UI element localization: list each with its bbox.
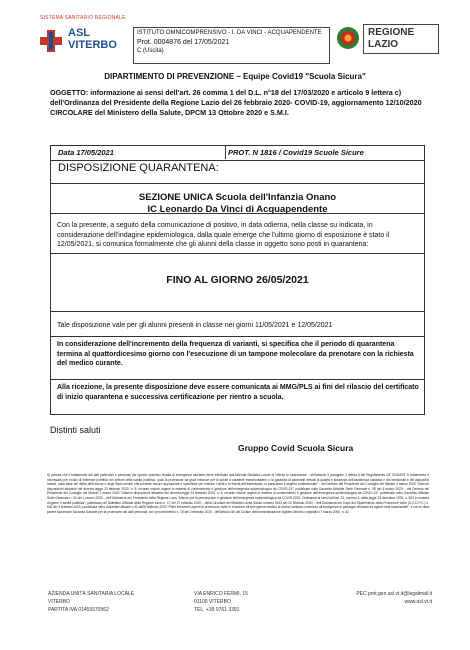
asl-cross-logo-icon: [38, 28, 64, 54]
privacy-small-print: Si precisa che il trattamento dei dati particolari e personali per questo specifico finalità di emergenza sanitaria viene effettuato dall'Azienda Sanitaria Locale di Viterbo in osservanza: - dell'articolo 9 paragrafo 2 lettera i) del Regolamento UE 2016/679 "il trattamento è necessario per motivi di interesse pubblico nel settore della sanità pubblica, quali la protezione da gravi minacce per la salute a carattere transfrontaliero o la garanzia di parametri elevati di qualità e sicurezza dell'assistenza sanitaria e dei medicinali e dei dispositivi medici, sulla base del diritto dell'Unione o degli Stati membri che prevede misure appropriate e specifiche per tutelare i diritti e le libertà dell'interessato, in particolare il segreto professionale" - del Decreto del Presidente del Consiglio dei Ministri 4 marzo 2020 "Ulteriori disposizioni attuative del decreto-legge 23 febbraio 2020, n. 6, recante misure urgenti in materia di contenimento e gestione dell'emergenza epidemiologica da COVID-19", pubblicato sulla Gazzetta Ufficiale Serie Generale n. 55 del 4 marzo 2020; - del Decreto del Presidente del Consiglio dei Ministri 1 marzo 2020 "Ulteriori disposizioni attuative del decreto-legge 23 febbraio 2020, n. 6, recante misure urgenti in materia di contenimento e gestione dell'emergenza epidemiologica da COVID-19." pubblicato nella Gazzetta Ufficiale Serie Generale n. 52 del 1 marzo 2020; - dell'Ordinanza del Presidente della Regione Lazio "Misure per la prevenzione e gestione dell'emergenza epidemiologica da COVID-2019. Ordinanza ai sensi dell'art. 32, comma 3, della legge 23 dicembre 1978, n. 833 in materia di igiene e sanità pubblica", pubblicato nel Bollettino Ufficiale della Regione Lazio n. 17 del 27 febbraio 2020; - della Circolare del Ministero della Salute numero 5443 del 22 febbraio 2020; - dell'Ordinanza del Capo del Dipartimento della Protezione civile (O.C.D.P.C.) n. 630 del 3 febbraio 2020, pubblicata nella Gazzetta Ufficiale n.32 dell'8 febbraio 2020 "Primi interventi urgenti di protezione civile in relazione all'emergenza relativa al rischio sanitario connesso all'insorgenza di patologie derivanti da agenti virali trasmissibili", e con le data parere favorevole l'Autorità Garante per la protezione dei dati personali, con provvedimento n. 15 del 2 febbraio 2020 - dell'articolo 50 del Codice dell'amministrazione digitale Decreto Legislativo 7 marzo 2005, n. 82: [47, 473, 429, 514]
footer-address-street: VIA ENRICO FERMI, 15 01100 VITERBO TEL. +39 0761 3391: [194, 591, 248, 613]
reception-note: Alla ricezione, la presente disposizione deve essere comunicata ai MMG/PLS ai fini del rilascio del certificato di inizio quarantena e successiva certificazione per rientro a scuola.: [57, 384, 419, 401]
quarantine-notice-paragraph: Con la presente, a seguito della comunicazione di positivo, in data odierna, nella classe su indicata, in considerazione dell'indagine epidemiologica, dalla quale emerge che l'ultimo giorno di esposizione è stato il 12/05/2021, si comunica formalmente che gli alunni della classe in oggetto sono posti in quarantena:: [57, 222, 390, 248]
box-divider: [51, 160, 424, 161]
closing-greeting: Distinti saluti: [50, 425, 101, 435]
subject-paragraph: OGGETTO: informazione ai sensi dell'art. 26 comma 1 del D.L. n°18 del 17/03/2020 e articolo 9 lettera c) dell'Ordinanza del Presidente della Regione Lazio del 26 febbraio 2020- COVID-19, aggiornamento 12/10/2020 CIRCOLARE del Ministero della Salute, DPCM 13 Ottobre 2020 e S.M.I.: [50, 88, 422, 117]
protocol-number: PROT. N 1816 / Covid19 Scuole Sicure: [228, 148, 364, 157]
box-divider: [51, 379, 424, 380]
pec-link[interactable]: PEC prot.gen.asl.vt.it@legalmail.it: [356, 591, 432, 597]
box-divider: [51, 311, 424, 312]
box-vertical-divider: [225, 145, 226, 159]
protocol-stamp: ISTITUTO OMNICOMPRENSIVO - I. DA VINCI - ACQUAPENDENTE Prot. 0004876 del 17/05/2021 C (Uscita): [133, 27, 330, 64]
disposizione-heading: DISPOSIZIONE QUARANTENA:: [58, 162, 219, 174]
region-lazio-emblem-icon: [335, 25, 361, 51]
asl-system-label: SISTEMA SANITARIO REGIONALE: [40, 15, 126, 21]
section-school: SEZIONE UNICA Scuola dell'Infanzia Onano IC Leonardo Da Vinci di Acquapendente: [138, 192, 337, 215]
asl-name: ASL VITERBO: [68, 27, 117, 51]
document-date: Data 17/05/2021: [58, 148, 114, 157]
footer-address-asl: AZIENDA UNITÀ SANITARIA LOCALE VITERBO PARTITA IVA 01455570562: [48, 591, 135, 613]
footer-contacts: [352, 590, 432, 606]
variants-note: In considerazione dell'incremento della frequenza di varianti, si specifica che il periodo di quarantena termina al quattordicesimo giorno con l'esecuzione di un tampone molecolare da prenotare con la richiesta del medico curante.: [57, 341, 414, 367]
box-divider: [51, 336, 424, 337]
box-divider: [51, 253, 424, 254]
quarantine-end-date: FINO AL GIORNO 26/05/2021: [166, 274, 309, 286]
website-link[interactable]: www.asl.vt.it: [404, 599, 432, 605]
region-lazio-label: REGIONE LAZIO: [363, 24, 439, 54]
applicability-note: Tale disposizione vale per gli alunni presenti in classe nei giorni 11/05/2021 e 12/05/2021: [57, 322, 333, 329]
department-title: DIPARTIMENTO DI PREVENZIONE – Equipe Covid19 "Scuola Sicura": [104, 72, 366, 81]
box-divider: [51, 183, 424, 184]
signature-group: Gruppo Covid Scuola Sicura: [238, 443, 354, 453]
